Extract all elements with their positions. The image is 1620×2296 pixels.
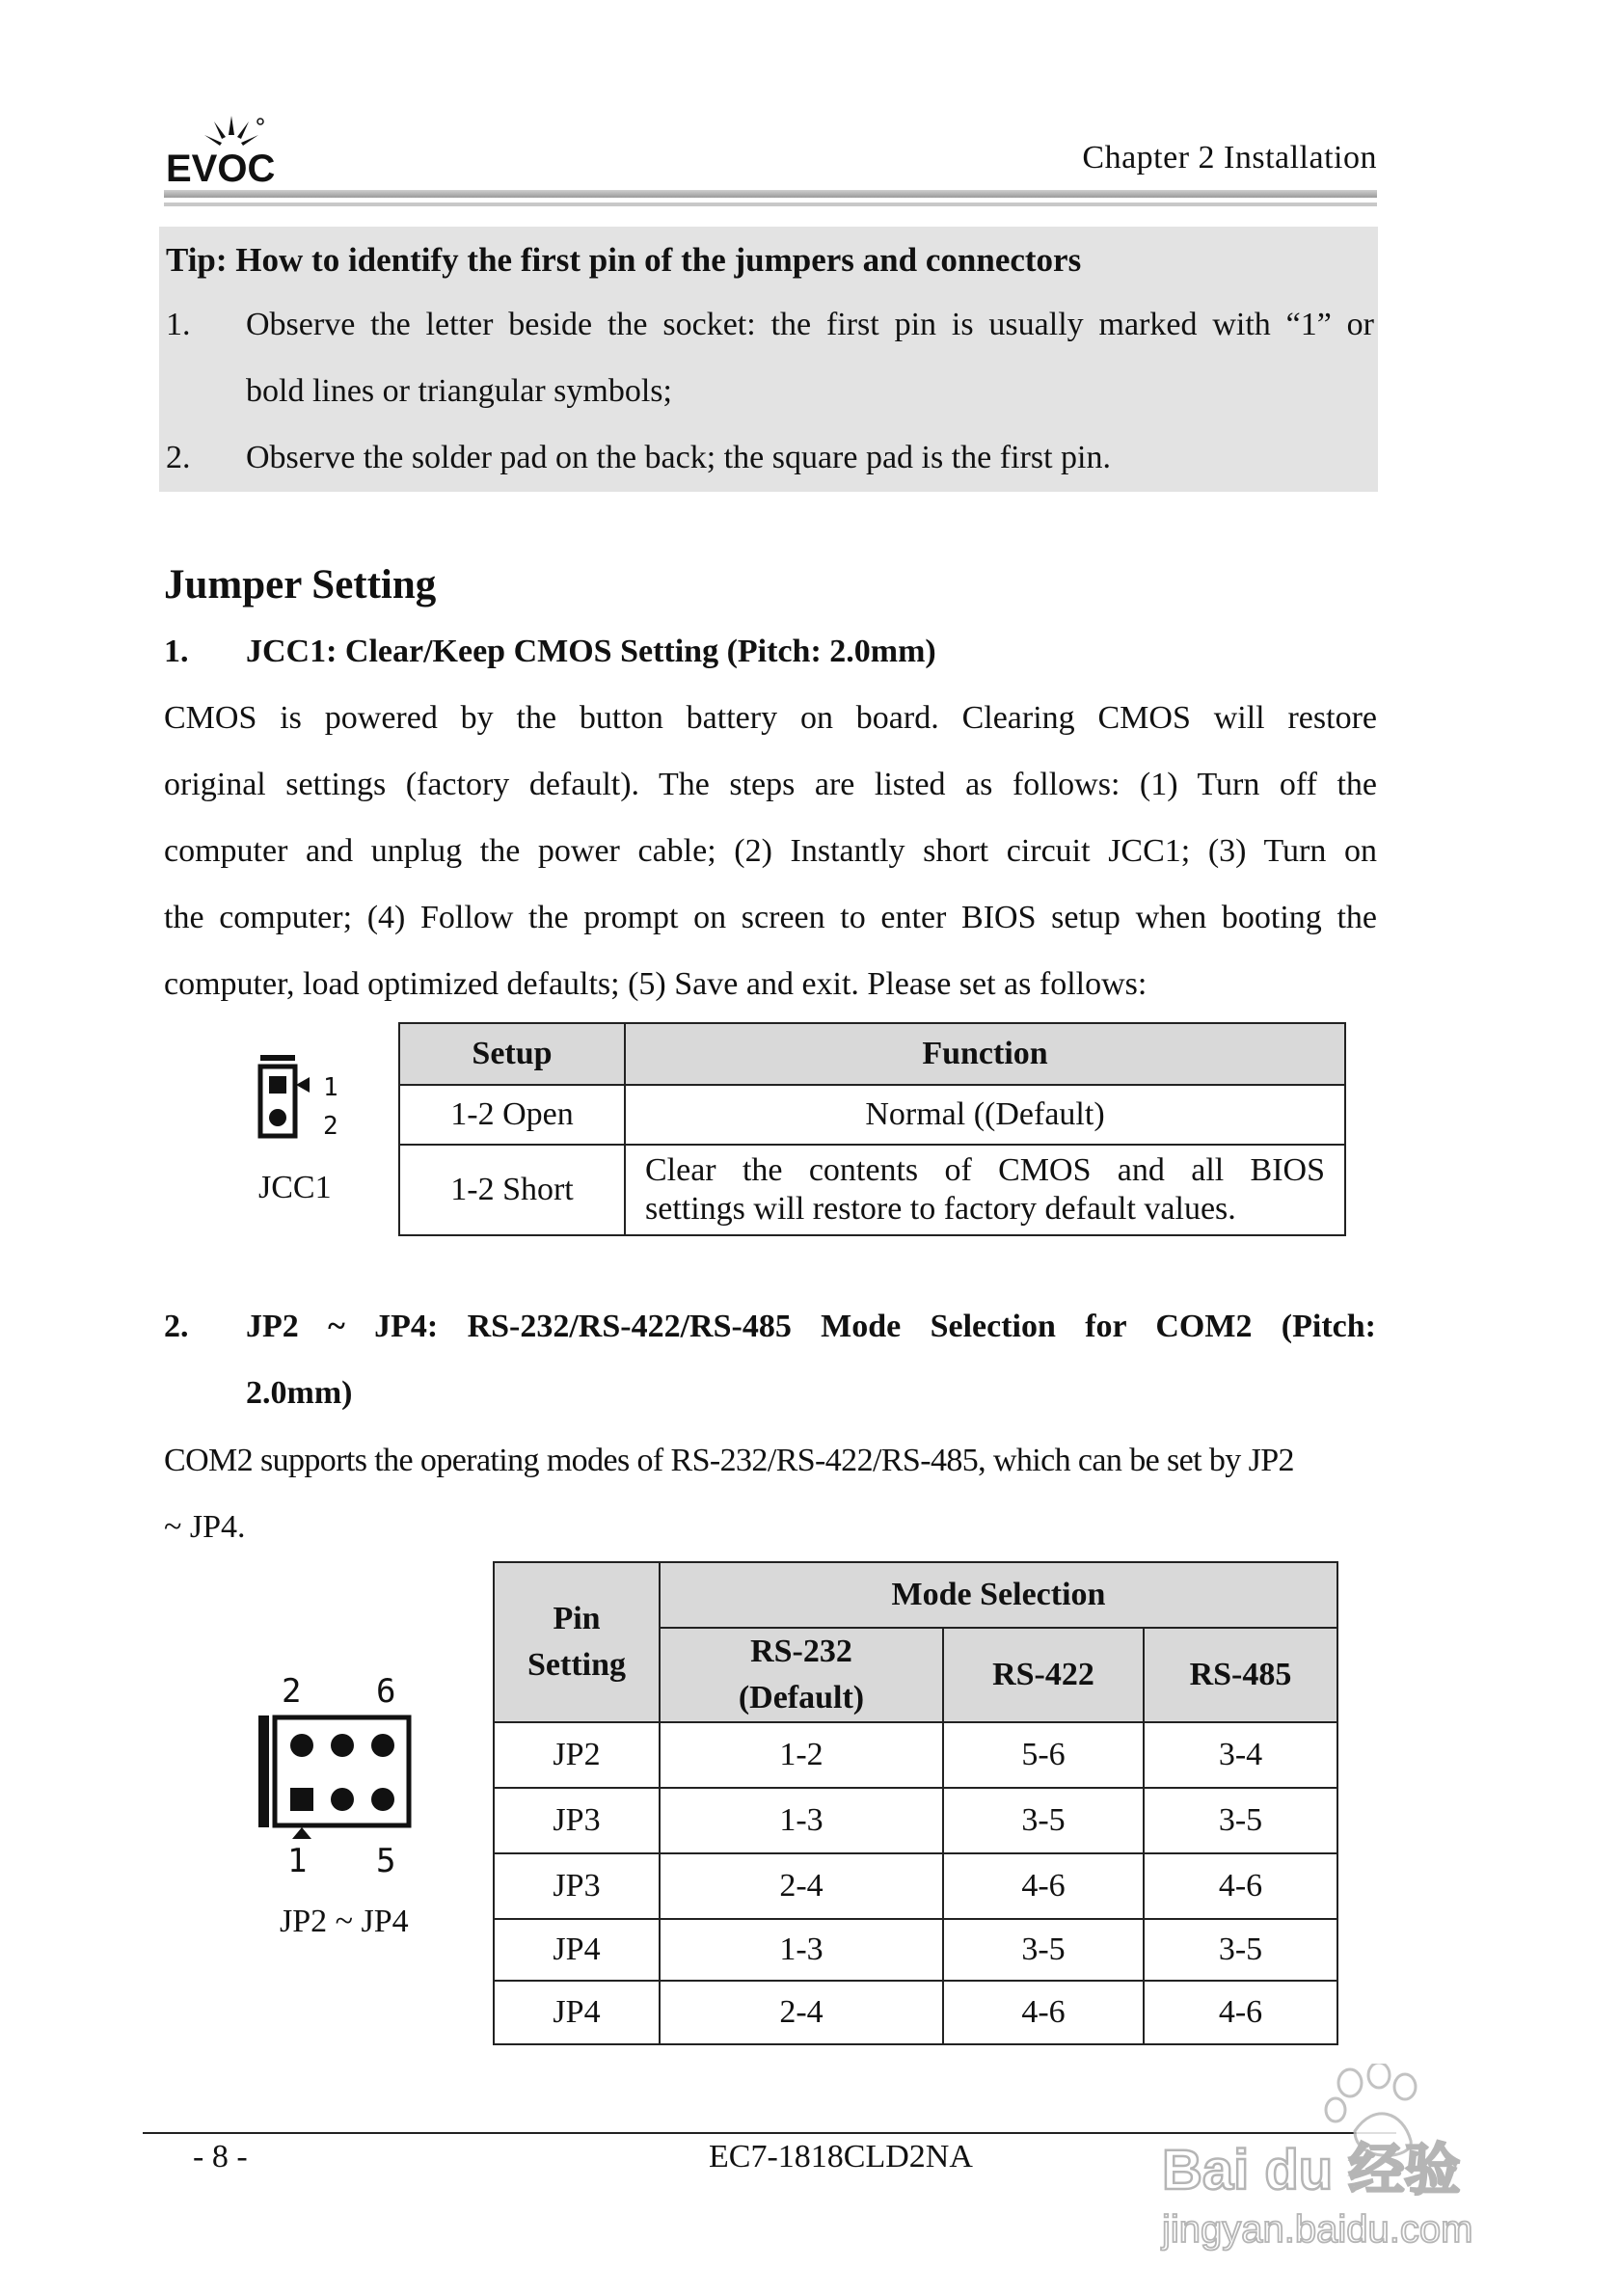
jcc1-paragraph-line: computer, load optimized defaults; (5) Save and exit. Please set as follows: [164,966,1148,1002]
table-cell: 1-2 Open [399,1085,625,1145]
table-row [494,1853,1337,1919]
evoc-logo [164,114,280,191]
table-cell-multiline [625,1145,1345,1235]
table-row [494,1788,1337,1853]
jcc1-paragraph-line: the computer; (4) Follow the prompt on screen to enter BIOS setup when booting the [164,900,1377,935]
tip-item-number: 2. [166,440,191,475]
header-line: Setting [527,1647,626,1683]
jcc1-header-setup: Setup [399,1023,625,1085]
jp-pin-label: 1 [287,1842,308,1880]
model-number: EC7-1818CLD2NA [709,2139,973,2174]
jp-heading-cont: 2.0mm) [246,1375,353,1411]
table-row [494,1722,1337,1788]
chapter-title: Chapter 2 Installation [1082,140,1377,176]
table-cell: 3-4 [1144,1722,1337,1788]
tip-item-text: Observe the solder pad on the back; the square pad is the first pin. [246,440,1111,475]
jp-number: 2. [164,1309,189,1344]
jcc1-diagram-label: JCC1 [258,1170,332,1205]
header-rule-thin [164,203,1377,206]
jcc1-paragraph-line: computer and unplug the power cable; (2) Instantly short circuit JCC1; (3) Turn on [164,833,1377,869]
header-rule [164,190,1377,198]
jp-header-rs232 [660,1628,943,1722]
table-cell: 2-4 [660,1853,943,1919]
jp-header-rs485: RS-485 [1144,1628,1337,1722]
jp-paragraph-line: ~ JP4. [164,1509,246,1545]
table-cell: 3-5 [1144,1919,1337,1981]
jcc1-table [398,1022,1346,1236]
page-number: - 8 - [193,2139,248,2174]
table-cell: 3-5 [943,1788,1144,1853]
jp-pin-label: 2 [282,1672,302,1711]
jp-pin-label: 6 [376,1672,396,1711]
table-row [494,1981,1337,2044]
jcc1-number: 1. [164,634,189,669]
table-cell: 4-6 [943,1981,1144,2044]
baidu-watermark [1152,2064,1557,2256]
jcc1-jumper-diagram [246,1051,352,1157]
jp-header-mode: Mode Selection [660,1562,1337,1628]
jp-table [493,1561,1338,2045]
jcc1-paragraph-line: CMOS is powered by the button battery on board. Clearing CMOS will restore [164,700,1377,736]
jcc1-pin1-label: 1 [323,1073,338,1102]
table-cell: 2-4 [660,1981,943,2044]
table-cell: 1-3 [660,1919,943,1981]
logo-text: EVOC [166,148,276,190]
jp-jumper-diagram [251,1663,424,1885]
table-cell: 1-3 [660,1788,943,1853]
table-cell: 4-6 [943,1853,1144,1919]
table-cell: JP3 [494,1853,660,1919]
table-row [399,1145,1345,1235]
table-cell: JP3 [494,1788,660,1853]
table-cell: 3-5 [943,1919,1144,1981]
jcc1-pin2-label: 2 [323,1112,338,1141]
jcc1-heading: JCC1: Clear/Keep CMOS Setting (Pitch: 2.0mm) [246,634,936,669]
table-cell: 3-5 [1144,1788,1337,1853]
tip-item-text: bold lines or triangular symbols; [246,373,672,409]
watermark-brand: Bai du 经验 [1162,2139,1461,2201]
header-line: (Default) [738,1680,865,1715]
section-title: Jumper Setting [164,562,437,608]
table-cell: 1-2 Short [399,1145,625,1235]
cell-line: Clear the contents of CMOS and all BIOS [645,1152,1325,1188]
table-cell: JP2 [494,1722,660,1788]
jcc1-paragraph-line: original settings (factory default). The steps are listed as follows: (1) Turn off the [164,767,1377,802]
jp-header-rs422: RS-422 [943,1628,1144,1722]
table-row [494,1919,1337,1981]
jp-header-pin [494,1562,660,1722]
header-line: RS-232 [750,1634,852,1669]
jp-diagram-label: JP2 ~ JP4 [280,1904,409,1939]
jp-paragraph-line: COM2 supports the operating modes of RS-232/RS-422/RS-485, which can be set by JP2 [164,1443,1294,1478]
header-line: Pin [553,1601,601,1636]
tip-item-text: Observe the letter beside the socket: the first pin is usually marked with “1” or [246,307,1374,342]
table-cell: JP4 [494,1919,660,1981]
table-row [399,1085,1345,1145]
table-cell: Normal ((Default) [625,1085,1345,1145]
jp-heading: JP2 ~ JP4: RS-232/RS-422/RS-485 Mode Selection for COM2 (Pitch: [246,1309,1376,1344]
cell-line: settings will restore to factory default values. [645,1191,1236,1227]
table-cell: 5-6 [943,1722,1144,1788]
tip-title: Tip: How to identify the first pin of the jumpers and connectors [166,241,1082,279]
table-cell: 1-2 [660,1722,943,1788]
jp-pin-label: 5 [376,1842,396,1880]
watermark-url: jingyan.baidu.com [1162,2208,1473,2251]
table-cell: 4-6 [1144,1981,1337,2044]
table-cell: 4-6 [1144,1853,1337,1919]
table-cell: JP4 [494,1981,660,2044]
tip-item-number: 1. [166,307,191,342]
jcc1-header-function: Function [625,1023,1345,1085]
